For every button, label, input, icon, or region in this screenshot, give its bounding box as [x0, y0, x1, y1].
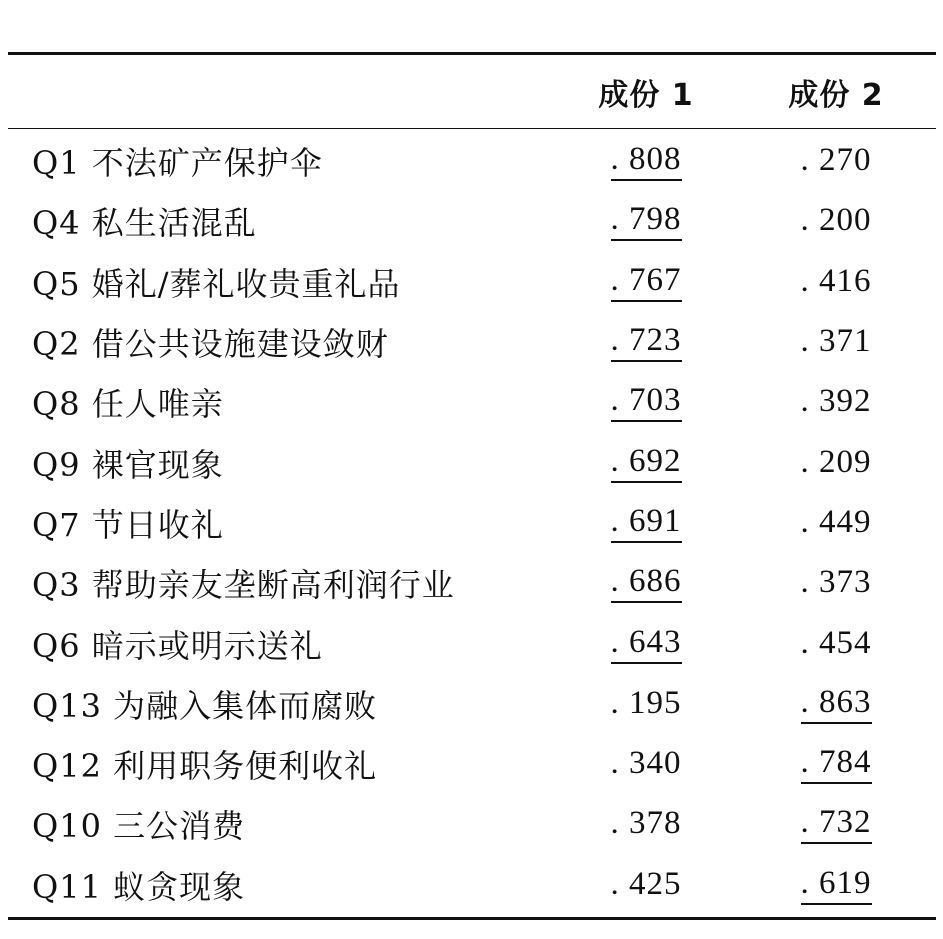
component-1-value: . 692 [611, 443, 682, 483]
component-2-value: . 619 [801, 865, 872, 905]
component-1-value: . 378 [610, 805, 682, 842]
component-1-value: . 425 [610, 865, 682, 902]
row-label: Q4 私生活混乱 [32, 204, 257, 243]
table-row [8, 674, 936, 734]
component-2-value: . 371 [800, 323, 872, 360]
table-row [8, 734, 936, 794]
component-2-value: . 416 [800, 262, 872, 299]
row-label: Q6 暗示或明示送礼 [32, 626, 323, 665]
component-2-value: . 373 [800, 564, 872, 601]
component-2-value: . 454 [800, 624, 872, 661]
component-1-cell [556, 624, 736, 664]
component-2-cell [736, 202, 936, 240]
component-2-cell [736, 142, 936, 180]
component-2-cell [736, 263, 936, 301]
component-2-value: . 392 [800, 383, 872, 420]
row-label: Q12 利用职务便利收礼 [32, 747, 378, 786]
row-label: Q8 任人唯亲 [32, 385, 224, 424]
component-1-cell [556, 141, 736, 181]
component-2-cell [736, 504, 936, 542]
table-row [8, 493, 936, 553]
component-1-cell [556, 563, 736, 603]
table-body [8, 129, 936, 917]
loading-table [8, 52, 936, 920]
component-1-cell [556, 443, 736, 483]
component-2-value: . 732 [801, 804, 872, 844]
row-label: Q9 裸官现象 [32, 445, 224, 484]
component-2-cell [736, 865, 936, 905]
component-1-cell [556, 262, 736, 302]
component-1-value: . 808 [611, 141, 682, 181]
component-1-value: . 340 [610, 745, 682, 782]
component-2-value: . 270 [800, 142, 872, 179]
component-1-cell [556, 866, 736, 904]
component-1-value: . 686 [611, 563, 682, 603]
component-1-cell [556, 382, 736, 422]
row-label: Q11 蚁贪现象 [32, 867, 246, 906]
row-label: Q10 三公消费 [32, 807, 246, 846]
table-row [8, 312, 936, 372]
component-1-value: . 195 [610, 684, 682, 721]
component-1-cell [556, 805, 736, 843]
component-2-value: . 449 [800, 503, 872, 540]
table-row [8, 432, 936, 492]
table-row [8, 553, 936, 613]
table-row [8, 252, 936, 312]
table-row [8, 191, 936, 251]
component-1-cell [556, 201, 736, 241]
component-2-cell [736, 383, 936, 421]
component-1-cell [556, 322, 736, 362]
component-2-value: . 200 [800, 202, 872, 239]
component-2-value: . 863 [801, 684, 872, 724]
component-2-value: . 784 [801, 744, 872, 784]
table-bottom-rule [8, 917, 936, 920]
component-2-cell [736, 625, 936, 663]
component-1-cell [556, 503, 736, 543]
row-label: Q7 节日收礼 [32, 505, 224, 544]
row-label: Q2 借公共设施建设敛财 [32, 325, 389, 364]
component-1-value: . 643 [611, 624, 682, 664]
component-1-value: . 723 [611, 322, 682, 362]
row-label: Q5 婚礼/葬礼收贵重礼品 [32, 264, 401, 303]
table-row [8, 131, 936, 191]
component-1-cell [556, 745, 736, 783]
component-2-cell [736, 804, 936, 844]
component-1-value: . 703 [611, 382, 682, 422]
component-1-value: . 767 [611, 262, 682, 302]
table-row [8, 855, 936, 915]
header-component-2: 成份 2 [788, 77, 884, 113]
component-1-value: . 691 [611, 503, 682, 543]
table-header-row [8, 55, 936, 128]
row-label: Q13 为融入集体而腐败 [32, 686, 378, 725]
header-component-1: 成份 1 [598, 77, 694, 113]
component-2-cell [736, 564, 936, 602]
component-2-cell [736, 444, 936, 482]
row-label: Q3 帮助亲友垄断高利润行业 [32, 566, 455, 605]
component-2-cell [736, 684, 936, 724]
component-2-cell [736, 323, 936, 361]
table-row [8, 372, 936, 432]
component-2-cell [736, 744, 936, 784]
table-row [8, 794, 936, 854]
component-2-value: . 209 [800, 443, 872, 480]
component-1-value: . 798 [611, 201, 682, 241]
table-row [8, 613, 936, 673]
component-1-cell [556, 685, 736, 723]
row-label: Q1 不法矿产保护伞 [32, 144, 323, 183]
